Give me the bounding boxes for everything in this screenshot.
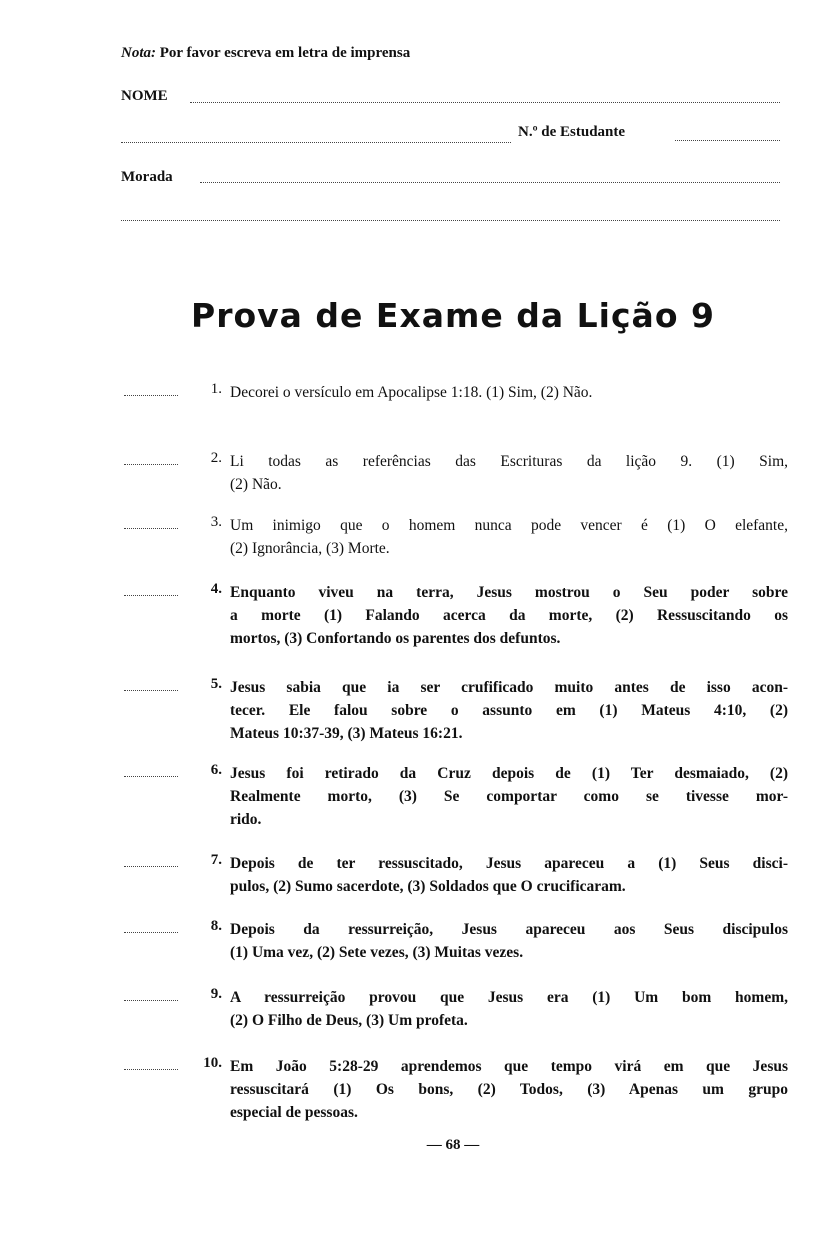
question-line: A ressurreição provou que Jesus era (1) Um bom homem, bbox=[230, 989, 788, 1006]
question-number: 9. bbox=[210, 986, 222, 1002]
question-number: 8. bbox=[210, 918, 222, 934]
question-number: 2. bbox=[210, 450, 222, 466]
name-field-continued[interactable] bbox=[121, 142, 511, 143]
question-line: Jesus sabia que ia ser crufificado muito antes de isso acon- bbox=[230, 679, 788, 696]
question-line: Depois da ressurreição, Jesus apareceu aos Seus discipulos bbox=[230, 921, 788, 938]
print-note bbox=[121, 45, 410, 62]
question-line: (2) Não. bbox=[230, 476, 282, 493]
answer-blank[interactable] bbox=[124, 1069, 178, 1070]
question-line: Um inimigo que o homem nunca pode vencer é (1) O elefante, bbox=[230, 517, 788, 534]
question-line: Decorei o versículo em Apocalipse 1:18. (1) Sim, (2) Não. bbox=[230, 384, 593, 401]
question-line: Em João 5:28-29 aprendemos que tempo virá em que Jesus bbox=[230, 1058, 788, 1075]
question-line: (2) Ignorância, (3) Morte. bbox=[230, 540, 390, 557]
question-text bbox=[230, 762, 788, 831]
answer-blank[interactable] bbox=[124, 1000, 178, 1001]
page-number: — 68 — bbox=[426, 1137, 480, 1153]
name-label: NOME bbox=[121, 88, 168, 104]
question-text bbox=[230, 852, 788, 898]
question-text bbox=[230, 918, 788, 964]
question-line: Realmente morto, (3) Se comportar como se tivesse mor- bbox=[230, 788, 788, 805]
page-title: Prova de Exame da Lição 9 bbox=[191, 296, 715, 335]
name-field[interactable] bbox=[190, 102, 780, 103]
answer-blank[interactable] bbox=[124, 932, 178, 933]
answer-blank[interactable] bbox=[124, 866, 178, 867]
answer-blank[interactable] bbox=[124, 528, 178, 529]
question-number: 3. bbox=[210, 514, 222, 530]
question-line: pulos, (2) Sumo sacerdote, (3) Soldados que O crucificaram. bbox=[230, 878, 626, 895]
answer-blank[interactable] bbox=[124, 464, 178, 465]
question-text bbox=[230, 581, 788, 650]
question-text bbox=[230, 381, 788, 404]
question-line: Enquanto viveu na terra, Jesus mostrou o Seu poder sobre bbox=[230, 584, 788, 601]
answer-blank[interactable] bbox=[124, 595, 178, 596]
answer-blank[interactable] bbox=[124, 395, 178, 396]
question-text bbox=[230, 450, 788, 496]
student-number-field[interactable] bbox=[675, 140, 780, 141]
question-line: mortos, (3) Confortando os parentes dos defuntos. bbox=[230, 630, 561, 647]
address-field[interactable] bbox=[200, 182, 780, 183]
question-text bbox=[230, 1055, 788, 1124]
note-label: Nota: bbox=[121, 45, 156, 61]
question-number: 1. bbox=[210, 381, 222, 397]
question-line: Jesus foi retirado da Cruz depois de (1) Ter desmaiado, (2) bbox=[230, 765, 788, 782]
question-line: (1) Uma vez, (2) Sete vezes, (3) Muitas vezes. bbox=[230, 944, 524, 961]
question-line: (2) O Filho de Deus, (3) Um profeta. bbox=[230, 1012, 468, 1029]
question-number: 7. bbox=[210, 852, 222, 868]
question-line: a morte (1) Falando acerca da morte, (2) Ressuscitando os bbox=[230, 607, 788, 624]
note-text: Por favor escreva em letra de imprensa bbox=[159, 45, 411, 61]
question-line: rido. bbox=[230, 811, 262, 828]
address-label: Morada bbox=[121, 169, 173, 185]
question-text bbox=[230, 676, 788, 745]
question-line: tecer. Ele falou sobre o assunto em (1) Mateus 4:10, (2) bbox=[230, 702, 788, 719]
question-line: Li todas as referências das Escrituras da lição 9. (1) Sim, bbox=[230, 453, 788, 470]
question-number: 10. bbox=[203, 1055, 222, 1071]
answer-blank[interactable] bbox=[124, 776, 178, 777]
question-line: especial de pessoas. bbox=[230, 1104, 358, 1121]
question-line: Mateus 10:37-39, (3) Mateus 16:21. bbox=[230, 725, 463, 742]
question-text bbox=[230, 986, 788, 1032]
question-number: 4. bbox=[210, 581, 222, 597]
question-line: Depois de ter ressuscitado, Jesus apareceu a (1) Seus disci- bbox=[230, 855, 788, 872]
question-number: 6. bbox=[210, 762, 222, 778]
question-number: 5. bbox=[210, 676, 222, 692]
answer-blank[interactable] bbox=[124, 690, 178, 691]
question-line: ressuscitará (1) Os bons, (2) Todos, (3) Apenas um grupo bbox=[230, 1081, 788, 1098]
student-number-label: N.º de Estudante bbox=[518, 124, 626, 140]
question-text bbox=[230, 514, 788, 560]
address-field-continued[interactable] bbox=[121, 220, 780, 221]
